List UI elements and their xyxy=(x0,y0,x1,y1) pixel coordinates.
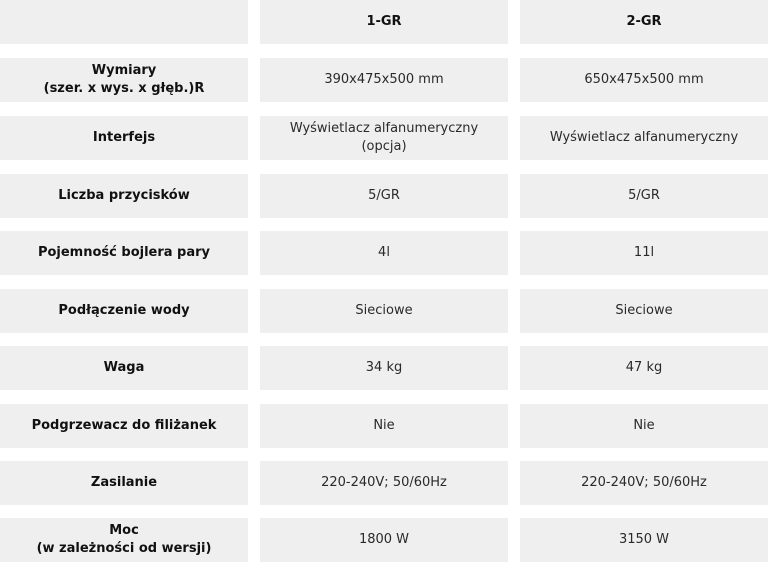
table-row xyxy=(0,346,768,390)
row-label xyxy=(0,58,248,102)
table-row xyxy=(0,518,768,562)
row-label: Liczba przycisków xyxy=(0,174,248,218)
table-row xyxy=(0,289,768,333)
value-2gr: Sieciowe xyxy=(520,289,768,333)
value-line1: Wyświetlacz alfanumeryczny xyxy=(289,121,479,136)
row-label-line2: (w zależności od wersji) xyxy=(36,541,212,556)
row-label-line1: Moc xyxy=(109,523,139,538)
table-row xyxy=(0,461,768,505)
value-2gr: 650x475x500 mm xyxy=(520,58,768,102)
header-empty-cell xyxy=(0,0,248,44)
row-label: Interfejs xyxy=(0,116,248,160)
value-1gr: Sieciowe xyxy=(260,289,508,333)
table-row xyxy=(0,174,768,218)
row-label xyxy=(0,518,248,562)
row-label: Pojemność bojlera pary xyxy=(0,231,248,275)
value-2gr: 220-240V; 50/60Hz xyxy=(520,461,768,505)
row-label: Podłączenie wody xyxy=(0,289,248,333)
value-2gr: 5/GR xyxy=(520,174,768,218)
value-line2: (opcja) xyxy=(361,139,407,154)
value-2gr: Wyświetlacz alfanumeryczny xyxy=(520,116,768,160)
row-label-line2: (szer. x wys. x głęb.)R xyxy=(43,81,205,96)
table-row xyxy=(0,58,768,102)
value-1gr: 34 kg xyxy=(260,346,508,390)
value-1gr: 390x475x500 mm xyxy=(260,58,508,102)
value-1gr: 220-240V; 50/60Hz xyxy=(260,461,508,505)
value-2gr: 11l xyxy=(520,231,768,275)
value-1gr: 4l xyxy=(260,231,508,275)
header-1gr: 1-GR xyxy=(260,0,508,44)
value-1gr: Nie xyxy=(260,404,508,448)
row-label: Zasilanie xyxy=(0,461,248,505)
table-row xyxy=(0,404,768,448)
row-label: Podgrzewacz do filiżanek xyxy=(0,404,248,448)
value-1gr: 5/GR xyxy=(260,174,508,218)
header-2gr: 2-GR xyxy=(520,0,768,44)
row-label-line1: Wymiary xyxy=(91,63,157,78)
value-2gr: 47 kg xyxy=(520,346,768,390)
table-row xyxy=(0,231,768,275)
value-1gr xyxy=(260,116,508,160)
value-2gr: 3150 W xyxy=(520,518,768,562)
row-label: Waga xyxy=(0,346,248,390)
value-1gr: 1800 W xyxy=(260,518,508,562)
table-row xyxy=(0,116,768,160)
value-2gr: Nie xyxy=(520,404,768,448)
table-header-row xyxy=(0,0,768,44)
